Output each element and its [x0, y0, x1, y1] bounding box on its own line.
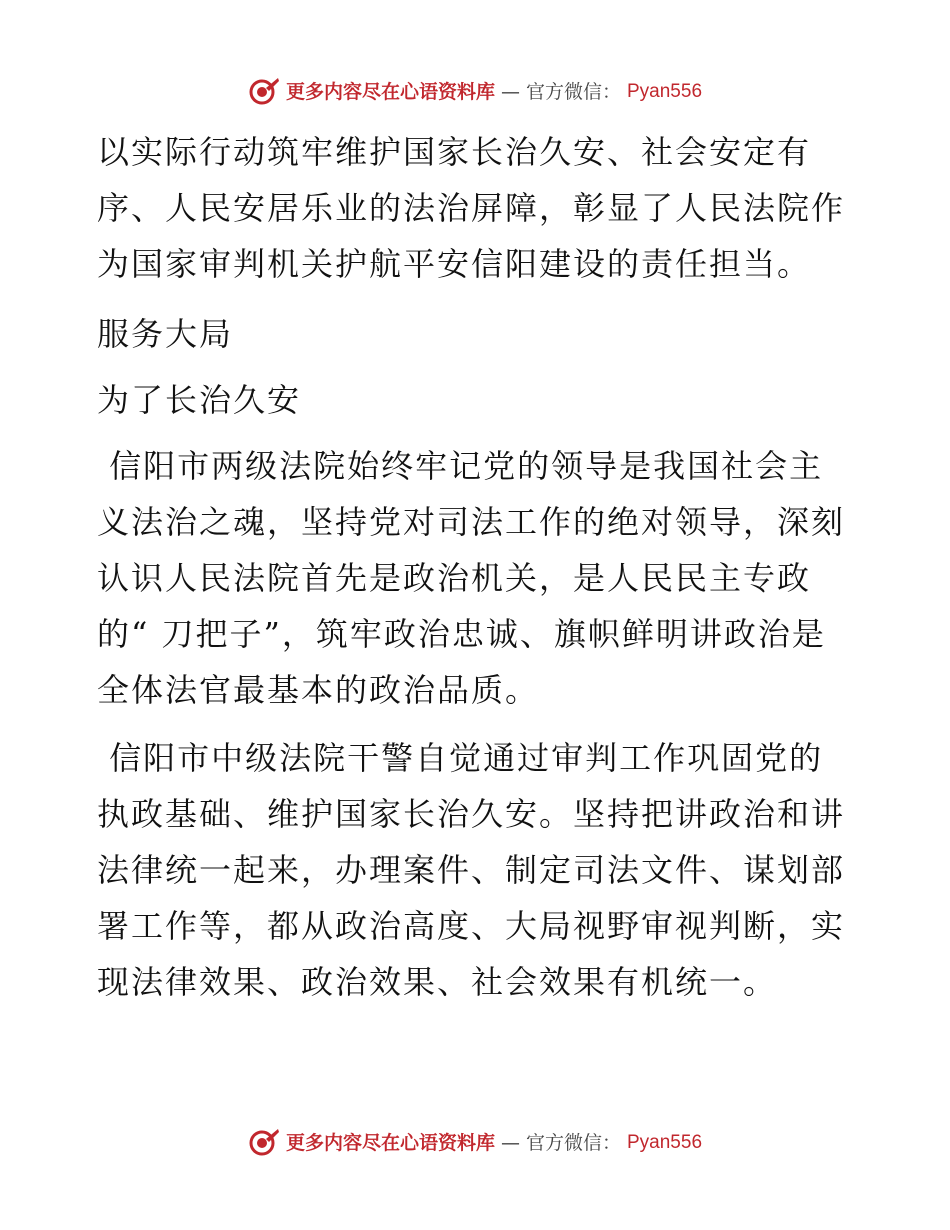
header-watermark [0, 76, 950, 108]
footer-watermark [0, 1127, 950, 1159]
pen-logo-icon [248, 1127, 280, 1159]
paragraph-2: 信阳市两级法院始终牢记党的领导是我国社会主义法治之魂，坚持党对司法工作的绝对领导，深刻认识人民法院首先是政治机关，是人民民主专政的“ 刀把子”，筑牢政治忠诚、旗帜鲜明讲政治是全体法官最基本的政治品质。 [97, 447, 846, 709]
banner-main-text: 更多内容尽在心语资料库 [285, 1132, 495, 1154]
section-heading-2: 为了长治久安 [97, 381, 302, 419]
banner-main-text: 更多内容尽在心语资料库 [285, 81, 495, 103]
banner-wechat-label: 官方微信： [525, 1132, 621, 1154]
section-heading-1: 服务大局 [97, 315, 234, 353]
paragraph-1: 以实际行动筑牢维护国家长治久安、社会安定有序、人民安居乐业的法治屏障，彰显了人民法院作为国家审判机关护航平安信阳建设的责任担当。 [97, 133, 846, 283]
paragraph-3: 信阳市中级法院干警自觉通过审判工作巩固党的执政基础、维护国家长治久安。坚持把讲政治和讲法律统一起来，办理案件、制定司法文件、谋划部署工作等，都从政治高度、大局视野审视判断，实现法律效果、政治效果、社会效果有机统一。 [97, 739, 846, 1001]
banner-wechat-id: Pyan556 [627, 81, 703, 102]
pen-logo-icon [248, 76, 280, 108]
banner-separator: — [500, 81, 520, 103]
banner-separator: — [500, 1132, 520, 1154]
document-body [97, 124, 857, 1022]
banner-wechat-id: Pyan556 [627, 1132, 703, 1153]
banner-wechat-label: 官方微信： [525, 81, 621, 103]
